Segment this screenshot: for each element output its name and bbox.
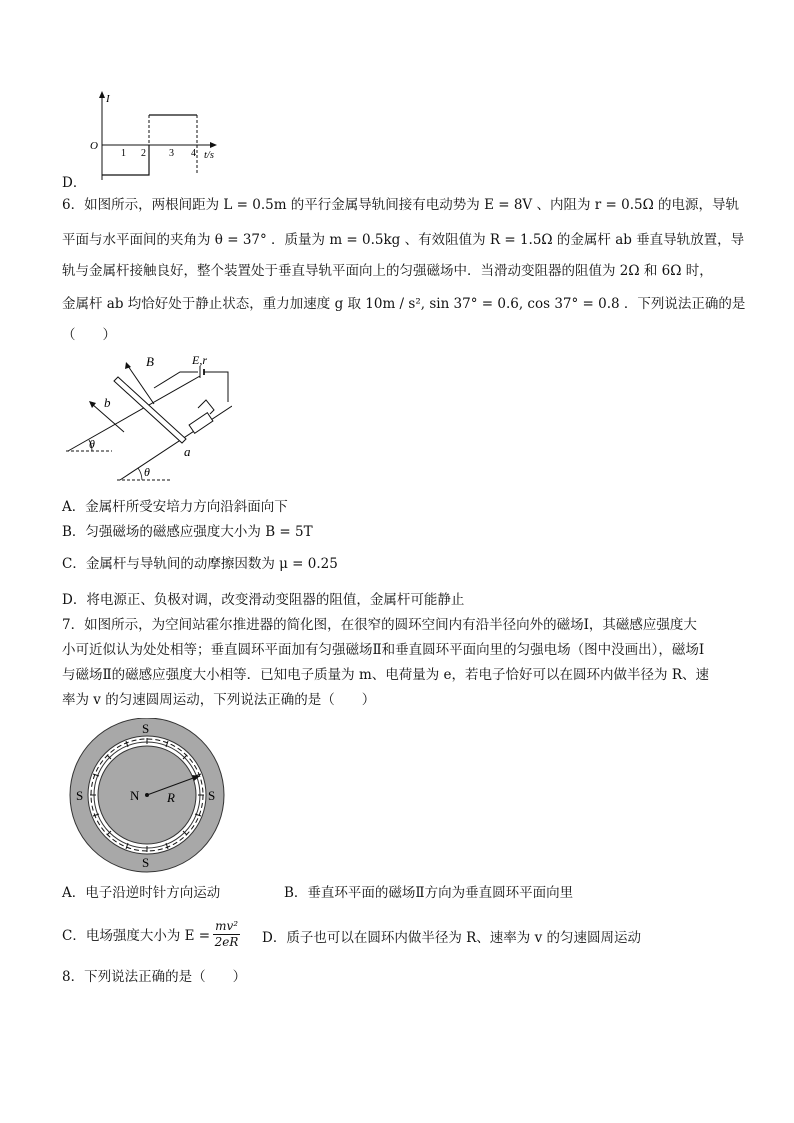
q7-option-c-prefix: C．电场强度大小为 E =	[62, 928, 211, 944]
rheostat-slider	[198, 400, 214, 414]
rheostat	[189, 413, 213, 434]
current-time-graph	[86, 88, 226, 188]
field-label-B: B	[146, 354, 154, 369]
q7-option-c-fraction	[213, 919, 240, 950]
q7-option-d: D．质子也可以在圆环内做半径为 R、速率为 v 的匀速圆周运动	[262, 930, 641, 946]
rod-end-b-label: b	[104, 395, 111, 410]
q6-option-b: B．匀强磁场的磁感应强度大小为 B = 5T	[62, 524, 313, 540]
q7-option-c	[62, 913, 240, 955]
origin-label: O	[90, 140, 98, 152]
q7-stem-line-3: 与磁场Ⅱ的磁感应强度大小相等．已知电子质量为 m、电荷量为 e，若电子恰好可以在圆环内做半径为 R、速	[62, 667, 710, 683]
q6-stem-line-3: 轨与金属杆接触良好，整个装置处于垂直导轨平面向上的匀强磁场中．当滑动变阻器的阻值为 2Ω 和 6Ω 时，	[62, 263, 713, 279]
upper-theta-label: θ	[89, 437, 95, 451]
q7-option-a: A．电子沿逆时针方向运动	[62, 885, 221, 901]
pole-s-top: S	[142, 721, 150, 736]
fraction-numerator: mv²	[215, 918, 239, 933]
q6-figure	[62, 352, 232, 484]
tick-3: 3	[169, 148, 174, 159]
x-axis-label: t/s	[204, 150, 214, 161]
metal-rod-ab	[114, 377, 186, 443]
y-axis-label: I	[106, 93, 110, 105]
q5-option-d-graph	[86, 88, 226, 188]
q6-option-d: D．将电源正、负极对调，改变滑动变阻器的阻值，金属杆可能静止	[62, 592, 465, 608]
x-axis-arrow	[210, 142, 217, 148]
q6-option-a: A．金属杆所受安培力方向沿斜面向下	[62, 499, 288, 515]
q6-stem-line-2: 平面与水平面间的夹角为 θ = 37° ．质量为 m = 0.5kg 、有效阻值为 R = 1.5Ω 的金属杆 ab 垂直导轨放置，导	[62, 232, 745, 248]
radius-label: R	[167, 790, 175, 805]
q7-stem-line-1: 7．如图所示，为空间站霍尔推进器的简化图，在很窄的圆环空间内有沿半径向外的磁场Ⅰ，其磁感应强度大	[62, 617, 697, 633]
inclined-rail-diagram	[62, 352, 232, 484]
pole-n-label: N	[130, 788, 140, 803]
pole-s-left: S	[76, 788, 84, 803]
lower-rail	[120, 406, 232, 480]
q6-stem-line-1: 6．如图所示，两根间距为 L = 0.5m 的平行金属导轨间接有电动势为 E = 8V 、内阻为 r = 0.5Ω 的电源，导轨	[62, 197, 740, 213]
q8-stem: 8．下列说法正确的是（ ）	[62, 969, 247, 985]
battery-label-Er: E,r	[192, 353, 207, 367]
q7-stem-line-2: 小可近似认为处处相等；垂直圆环平面加有匀强磁场Ⅱ和垂直圆环平面向里的匀强电场（图中没画出），磁场Ⅰ	[62, 642, 705, 658]
q6-stem-line-4: 金属杆 ab 均恰好处于静止状态，重力加速度 g 取 10m / s², sin 37° = 0.6, cos 37° = 0.8 ．下列说法正确的是	[62, 296, 746, 312]
q7-figure	[68, 718, 228, 876]
rod-end-a-label: a	[184, 444, 191, 459]
y-axis-arrow	[99, 91, 105, 98]
tick-2: 2	[141, 148, 146, 159]
field-arrow-B-top-head	[125, 362, 131, 369]
pole-s-right: S	[208, 788, 216, 803]
tick-4: 4	[191, 148, 196, 159]
q7-stem-line-4: 率为 v 的匀速圆周运动，下列说法正确的是（ ）	[62, 692, 376, 708]
circuit-wire	[154, 372, 198, 388]
lower-theta-label: θ	[144, 465, 150, 479]
fraction-denominator: 2eR	[214, 934, 239, 949]
q5-option-d-label: D．	[62, 175, 87, 191]
circuit-wire-right	[204, 372, 228, 402]
q6-option-c: C．金属杆与导轨间的动摩擦因数为 μ = 0.25	[62, 556, 338, 572]
lower-angle-arc	[138, 468, 142, 480]
q6-stem-line-5: （ ）	[62, 327, 116, 343]
pole-s-bottom: S	[142, 855, 150, 870]
hall-thruster-diagram	[68, 718, 228, 876]
q7-option-b: B．垂直环平面的磁场Ⅱ方向为垂直圆环平面向里	[284, 885, 574, 901]
tick-1: 1	[121, 148, 126, 159]
